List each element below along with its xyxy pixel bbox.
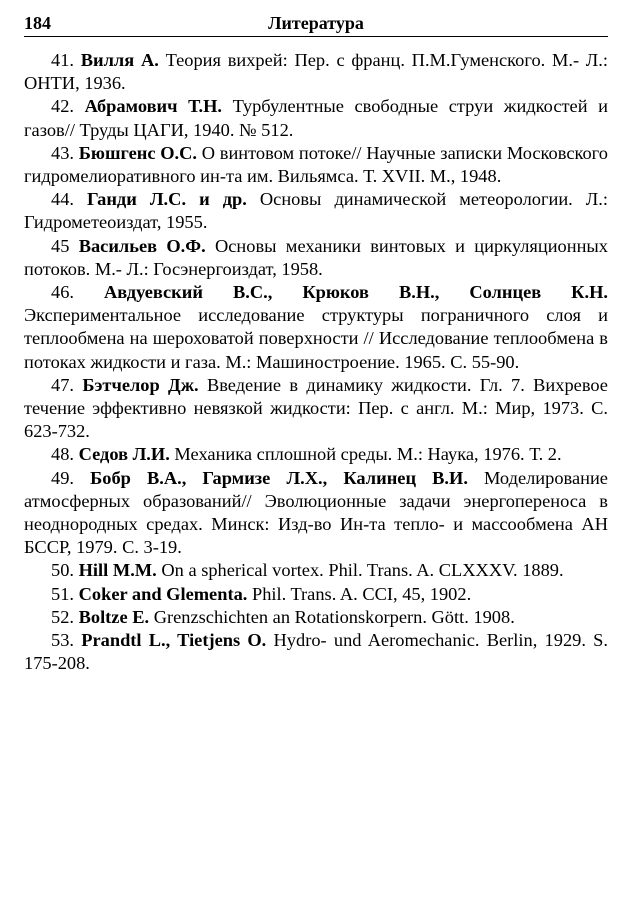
page-header — [24, 10, 608, 37]
reference-authors: Prandtl L., Tietjens O. — [81, 630, 267, 651]
reference-authors: Ганди Л.С. и др. — [87, 189, 247, 210]
reference-authors: Coker and Glementa. — [78, 583, 248, 604]
reference-item — [24, 583, 608, 606]
reference-text: Grenzschichten an Rotationskorpern. Gött. 1908. — [153, 606, 515, 627]
reference-authors: Boltze E. — [78, 606, 150, 627]
reference-authors: Седов Л.И. — [78, 444, 170, 465]
reference-number: 45 — [51, 235, 70, 256]
reference-number: 43. — [51, 142, 74, 163]
reference-text: Турбулентные свободные струи жидкостей и газов// Труды ЦАГИ, 1940. № 512. — [24, 96, 608, 140]
reference-text: Введение в динамику жидкости. Гл. 7. Вихревое течение эффективно невязкой жидкости: Пер. с англ. М.: Мир, 1973. С. 623-732. — [24, 374, 608, 442]
reference-item — [24, 188, 608, 234]
reference-text: Hydro- und Aeromechanic. Berlin, 1929. S. 175-208. — [24, 630, 608, 674]
reference-number: 50. — [51, 560, 74, 581]
running-title: Литература — [268, 13, 364, 33]
reference-text: Phil. Trans. A. CCI, 45, 1902. — [251, 583, 472, 604]
reference-item — [24, 281, 608, 374]
page-number: 184 — [24, 13, 51, 33]
reference-authors: Hill M.M. — [78, 560, 157, 581]
reference-number: 52. — [51, 606, 74, 627]
reference-item — [24, 49, 608, 95]
reference-number: 42. — [51, 96, 74, 117]
book-page — [24, 10, 608, 675]
reference-item — [24, 95, 608, 141]
reference-authors: Бюшгенс О.С. — [78, 142, 198, 163]
reference-item — [24, 467, 608, 560]
reference-text: Экспериментальное исследование структуры пограничного слоя и теплообмена на шероховатой поверхности // Исследование теплообмена в потоках жидкости и газа. М.: Машиностроение. 1965. С. 55-90. — [24, 305, 608, 372]
reference-number: 44. — [51, 189, 74, 210]
reference-number: 51. — [51, 583, 74, 604]
reference-authors: Вилля А. — [80, 50, 159, 70]
reference-item — [24, 629, 608, 675]
reference-item — [24, 374, 608, 444]
reference-number: 46. — [51, 282, 74, 303]
reference-text: Механика сплошной среды. М.: Наука, 1976. Т. 2. — [174, 444, 562, 465]
reference-item — [24, 443, 608, 466]
reference-authors: Бобр В.А., Гармизе Л.Х., Калинец В.И. — [90, 467, 468, 488]
reference-authors: Авдуевский В.С., Крюков В.Н., Солнцев К.Н. — [104, 282, 608, 303]
reference-text: Теория вихрей: Пер. с франц. П.М.Гуменского. М.- Л.: ОНТИ, 1936. — [24, 50, 608, 94]
reference-text: Основы механики винтовых и циркуляционных потоков. М.- Л.: Госэнергоиздат, 1958. — [24, 235, 608, 279]
reference-item — [24, 559, 608, 582]
reference-authors: Абрамович Т.Н. — [84, 96, 222, 117]
reference-number: 41. — [51, 50, 74, 70]
reference-text: On a spherical vortex. Phil. Trans. A. CLXXXV. 1889. — [161, 560, 564, 581]
reference-number: 53. — [51, 630, 74, 651]
reference-list — [24, 49, 608, 675]
reference-number: 47. — [51, 374, 74, 395]
reference-item — [24, 606, 608, 629]
reference-number: 49. — [51, 467, 74, 488]
reference-authors: Васильев О.Ф. — [78, 235, 206, 256]
reference-number: 48. — [51, 444, 74, 465]
reference-text: Моделирование атмосферных образований// Эволюционные задачи энергопереноса в неоднородных средах. Минск: Изд-во Ин-та тепло- и массообмена АН БССР, 1979. С. 3-19. — [24, 467, 608, 558]
reference-text: О винтовом потоке// Научные записки Московского гидромелиоративного ин-та им. Вильямса. Т. XVII. М., 1948. — [24, 142, 608, 187]
reference-text: Основы динамической метеорологии. Л.: Гидрометеоиздат, 1955. — [24, 189, 608, 233]
reference-item — [24, 142, 608, 188]
reference-item — [24, 235, 608, 281]
reference-authors: Бэтчелор Дж. — [82, 374, 199, 395]
